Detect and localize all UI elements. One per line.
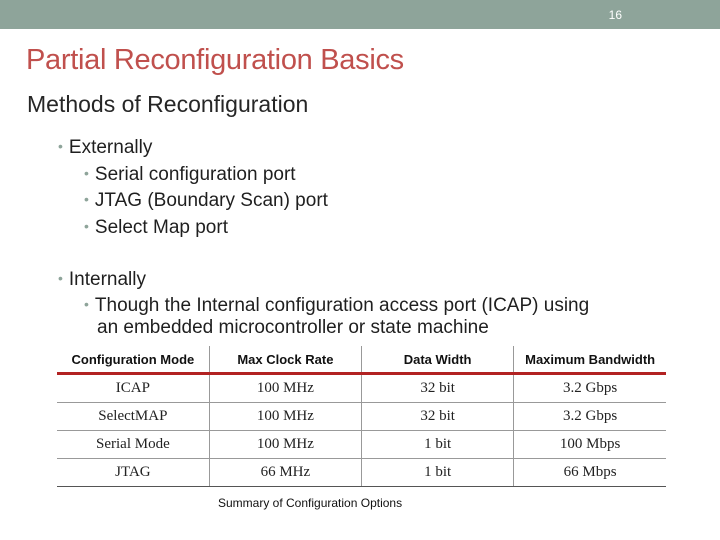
bullet-dot-icon: • bbox=[58, 138, 63, 154]
bullet-dot-icon: • bbox=[84, 191, 89, 207]
table-cell: 100 MHz bbox=[209, 403, 361, 431]
table-cell: 1 bit bbox=[362, 459, 514, 487]
configuration-options-table bbox=[57, 346, 666, 487]
table-cell: 32 bit bbox=[362, 374, 514, 403]
sub-bullet-label: Though the Internal configuration access port (ICAP) using bbox=[94, 295, 590, 316]
table-cell: 100 MHz bbox=[209, 374, 361, 403]
table-cell: SelectMAP bbox=[57, 403, 209, 431]
column-header: Data Width bbox=[362, 346, 514, 374]
table-cell: 100 Mbps bbox=[514, 431, 666, 459]
bullet-dot-icon: • bbox=[84, 296, 89, 312]
sub-bullet-label: Select Map port bbox=[94, 217, 228, 238]
sub-bullet-serial bbox=[84, 164, 296, 186]
bullet-internally bbox=[58, 269, 146, 291]
sub-bullet-label: Serial configuration port bbox=[94, 164, 296, 185]
sub-bullet-label: JTAG (Boundary Scan) port bbox=[94, 190, 328, 211]
table-cell: ICAP bbox=[57, 374, 209, 403]
table-row bbox=[57, 431, 666, 459]
table-cell: JTAG bbox=[57, 459, 209, 487]
table-cell: 3.2 Gbps bbox=[514, 403, 666, 431]
table-caption: Summary of Configuration Options bbox=[218, 496, 403, 510]
slide-number: 16 bbox=[608, 8, 622, 22]
sub-bullet-selectmap bbox=[84, 217, 228, 239]
table-row bbox=[57, 374, 666, 403]
table-header-row bbox=[57, 346, 666, 374]
bullet-dot-icon: • bbox=[58, 270, 63, 286]
column-header: Max Clock Rate bbox=[209, 346, 361, 374]
sub-bullet-jtag bbox=[84, 190, 328, 212]
table-cell: 100 MHz bbox=[209, 431, 361, 459]
table-cell: 66 Mbps bbox=[514, 459, 666, 487]
table-cell: 32 bit bbox=[362, 403, 514, 431]
column-header: Configuration Mode bbox=[57, 346, 209, 374]
top-bar bbox=[0, 0, 720, 29]
bullet-label: Internally bbox=[68, 269, 147, 290]
slide-title: Partial Reconfiguration Basics bbox=[26, 44, 404, 76]
bullet-dot-icon: • bbox=[84, 218, 89, 234]
sub-bullet-icap-continuation: an embedded microcontroller or state machine bbox=[97, 317, 489, 338]
table-row bbox=[57, 403, 666, 431]
bullet-externally bbox=[58, 137, 152, 159]
column-header: Maximum Bandwidth bbox=[514, 346, 666, 374]
table-cell: 3.2 Gbps bbox=[514, 374, 666, 403]
bullet-label: Externally bbox=[68, 137, 153, 158]
table-cell: 1 bit bbox=[362, 431, 514, 459]
table-cell: 66 MHz bbox=[209, 459, 361, 487]
slide-subtitle: Methods of Reconfiguration bbox=[27, 91, 309, 117]
bullet-dot-icon: • bbox=[84, 165, 89, 181]
sub-bullet-icap bbox=[84, 295, 589, 317]
table-row bbox=[57, 459, 666, 487]
table-cell: Serial Mode bbox=[57, 431, 209, 459]
